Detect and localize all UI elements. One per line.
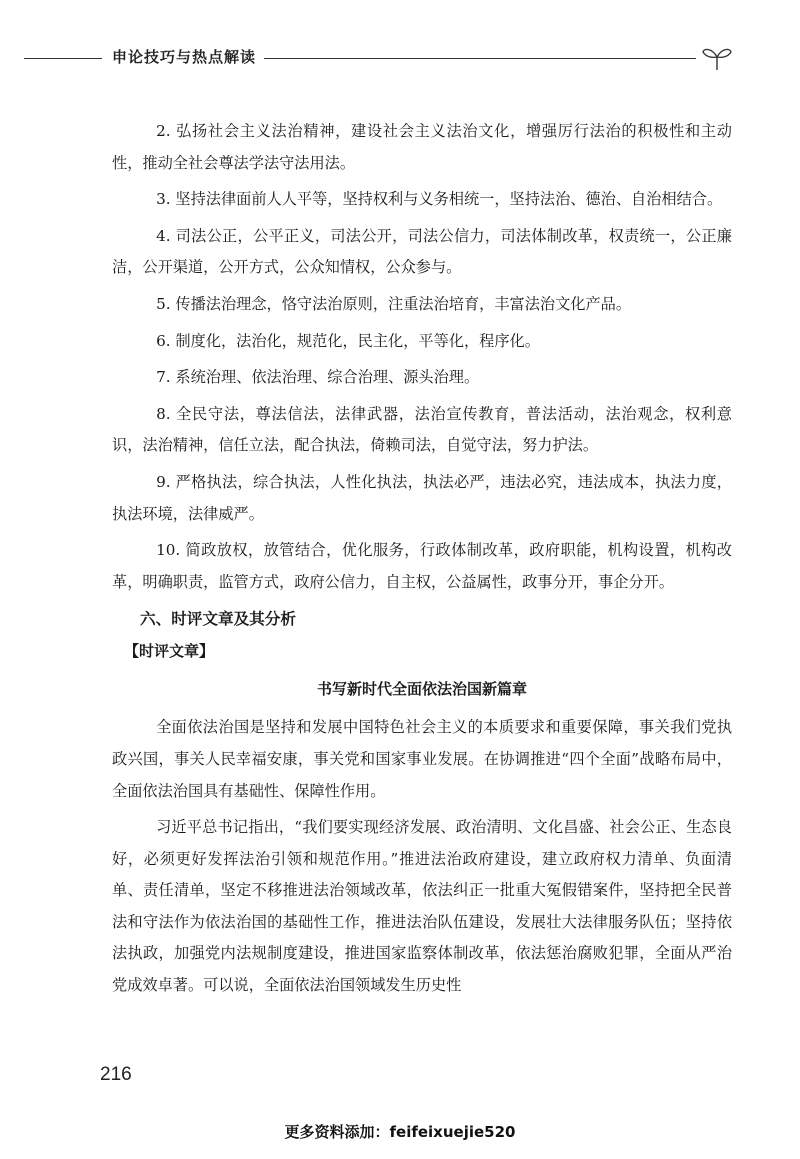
footer-note: 更多资料添加：feifeixuejie520: [284, 1123, 516, 1141]
list-item: 8. 全民守法，尊法信法，法律武器，法治宣传教育，普法活动，法治观念，权利意识，法治精神，信任立法，配合执法，倚赖司法，自觉守法，努力护法。: [112, 404, 732, 455]
page-number: 216: [100, 1064, 132, 1085]
list-item: 2. 弘扬社会主义法治精神，建设社会主义法治文化，增强厉行法治的积极性和主动性，推动全社会尊法学法守法用法。: [112, 122, 732, 172]
list-item: 5. 传播法治理念，恪守法治原则，注重法治培育，丰富法治文化产品。: [156, 294, 632, 313]
page-body: [112, 116, 732, 1007]
article-paragraph: 全面依法治国是坚持和发展中国特色社会主义的本质要求和重要保障，事关我们党执政兴国，事关人民幸福安康，事关党和国家事业发展。在协调推进“四个全面”战略布局中，全面依法治国具有基础性、保障性作用。: [112, 718, 732, 800]
list-item: 3. 坚持法律面前人人平等，坚持权利与义务相统一，坚持法治、德治、自治相结合。: [156, 190, 723, 209]
sprout-icon: [700, 40, 734, 74]
list-item: 10. 简政放权，放管结合，优化服务，行政体制改革，政府职能，机构设置，机构改革，明确职责，监管方式，政府公信力，自主权，公益属性，政事分开，事企分开。: [112, 541, 732, 591]
running-header-title: 申论技巧与热点解读: [112, 48, 257, 66]
header-rule-right: [264, 58, 696, 69]
list-item: 9. 严格执法，综合执法，人性化执法，执法必严，违法必究，违法成本，执法力度，执法环境，法律威严。: [112, 472, 732, 523]
article-title: 书写新时代全面依法治国新篇章: [316, 680, 527, 699]
article-paragraph: 习近平总书记指出，“我们要实现经济发展、政治清明、文化昌盛、社会公正、生态良好，必须更好发挥法治引领和规范作用。”推进法治政府建设，建立政府权力清单、负面清单、责任清单，坚定不移推进法治领域改革，依法纠正一批重大冤假错案件，坚持把全民普法和守法作为依法治国的基础性工作，推进法治队伍建设，发展壮大法律服务队伍；坚持依法执政，加强党内法规制度建设，推进国家监察体制改革，依法惩治腐败犯罪，全面从严治党成效卓著。可以说，全面依法治国领域发生历史性: [112, 818, 732, 995]
list-item: 6. 制度化，法治化，规范化，民主化，平等化，程序化。: [156, 331, 540, 350]
list-item: 4. 司法公正，公平正义，司法公开，司法公信力，司法体制改革，权责统一，公正廉洁，公开渠道，公开方式，公众知情权，公众参与。: [112, 226, 732, 277]
list-item: 7. 系统治理、依法治理、综合治理、源头治理。: [156, 368, 480, 387]
subsection-label: 【时评文章】: [124, 642, 215, 661]
header-rule-left: [24, 58, 102, 59]
section-heading: 六、时评文章及其分析: [140, 610, 296, 629]
